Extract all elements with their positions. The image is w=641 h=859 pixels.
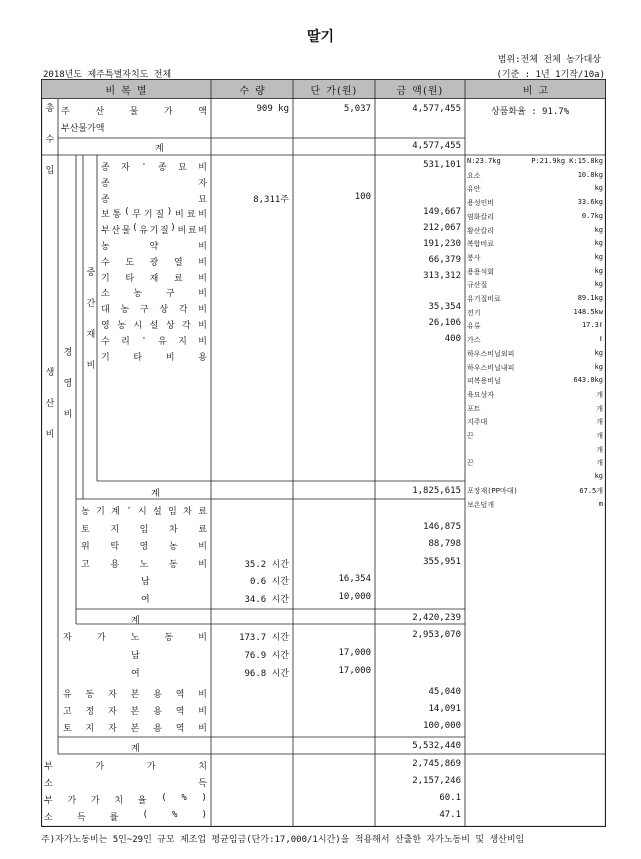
note-label: 유안 xyxy=(467,185,481,194)
note-value: 643.0kg xyxy=(573,376,603,385)
other-row-label: 농 기 계 · 시 설 임 차 료 xyxy=(81,504,207,517)
note-label: 포장재(PP마대) xyxy=(467,486,518,495)
main-product-qty: 909 kg xyxy=(256,104,289,114)
note-label: 포트 xyxy=(467,404,481,413)
other-row-price: 10,000 xyxy=(338,591,371,602)
cost-total-amount: 5,532,440 xyxy=(412,741,461,751)
summary-row-amount: 47.1 xyxy=(439,810,461,820)
note-value: 89.1kg xyxy=(577,294,603,302)
income-subtotal-label: 계 xyxy=(155,144,164,154)
other-row-label: 토 지 임 차 료 xyxy=(81,524,207,535)
scope-text: 범위:전체 전체 농가대상 xyxy=(497,55,601,65)
management-subtotal-amount: 2,420,239 xyxy=(412,613,461,623)
summary-row-label: 소 득 률 ( % ) xyxy=(44,810,207,823)
management-label: 경 영 비 xyxy=(63,348,73,420)
note-value: kg xyxy=(594,252,603,261)
cost-group-label: 생 산 비 xyxy=(45,368,55,440)
family-labor-row-price: 17,000 xyxy=(338,648,371,658)
family-labor-row-label: 남 xyxy=(131,651,140,661)
other-row-label: 남 xyxy=(141,577,150,587)
note-value: 개 xyxy=(596,390,603,399)
note-value: P:21.9kg K:15.8kg xyxy=(531,157,603,165)
note-value: 67.5개 xyxy=(579,486,603,495)
summary-row-amount: 2,157,246 xyxy=(412,776,461,786)
note-value: 10.8kg xyxy=(577,170,603,179)
note-value: m xyxy=(598,499,603,508)
note-value: ℓ xyxy=(598,335,603,344)
intermediate-row-label: 영 농 시 설 상 각 비 xyxy=(101,321,207,331)
other-row-amount: 88,798 xyxy=(428,539,461,549)
col-header-qty: 수 량 xyxy=(239,86,265,97)
note-value: 개 xyxy=(596,418,603,427)
intermediate-row-amount: 212,067 xyxy=(423,223,461,234)
note-label: 유기질비료 xyxy=(467,295,501,303)
by-product-label: 부산물가액 xyxy=(61,124,105,134)
note-value: 17.3ℓ xyxy=(581,321,603,330)
intermediate-row-label: 대 농 구 상 각 비 xyxy=(101,305,207,316)
note-label: 황산칼리 xyxy=(467,226,495,235)
intermediate-subtotal-amount: 1,825,615 xyxy=(412,486,461,496)
summary-row-label: 부 가 가 치 xyxy=(44,762,207,772)
note-label: 육묘상자 xyxy=(467,390,495,399)
note-value: kg xyxy=(594,225,603,234)
income-note: 상품화율 : 91.7% xyxy=(491,107,570,117)
other-row-qty: 0.6 시간 xyxy=(249,577,289,587)
intermediate-row-label: 농 약 비 xyxy=(101,242,207,252)
note-label: 용용석회 xyxy=(467,267,495,276)
intermediate-row-label: 수 리 · 유 지 비 xyxy=(101,333,207,347)
col-header-price: 단 가(원) xyxy=(310,86,358,97)
note-label: 보온덮개 xyxy=(467,500,495,509)
note-value: 개 xyxy=(596,404,603,413)
income-subtotal-amount: 4,577,455 xyxy=(412,141,461,151)
col-header-item: 비 목 별 xyxy=(105,86,147,97)
summary-row-label: 소 득 xyxy=(44,779,207,789)
intermediate-row-amount: 191,230 xyxy=(423,239,461,249)
intermediate-row-amount: 66,379 xyxy=(428,254,461,265)
note-label: 붕사 xyxy=(467,253,481,262)
cost-table xyxy=(41,79,606,827)
intermediate-row-label: 부 산 물 ( 유 기 질 ) 비 료 비 xyxy=(101,223,207,237)
note-label: 복합비료 xyxy=(467,240,495,249)
note-label: N:23.7kg xyxy=(467,157,501,165)
family-labor-row-label: 자 가 노 동 비 xyxy=(63,633,207,643)
note-label: 끈 xyxy=(467,432,474,440)
intermediate-row-amount: 531,101 xyxy=(423,160,461,170)
note-label: 유류 xyxy=(467,322,481,331)
page-title: 딸기 xyxy=(306,29,335,45)
note-label: 전기 xyxy=(467,308,481,317)
intermediate-row-amount: 400 xyxy=(444,333,461,344)
intermediate-row-amount: 313,312 xyxy=(423,270,461,281)
family-labor-row-amount: 2,953,070 xyxy=(412,630,461,640)
note-label: 염화칼리 xyxy=(467,212,495,221)
region-year-text: 2018년도 제주특별자치도 전체 xyxy=(43,70,172,80)
note-label: 피복용비닐 xyxy=(467,377,501,386)
note-value: 33.6kg xyxy=(577,198,603,207)
capital-row-label: 고 정 자 본 용 역 비 xyxy=(63,707,207,717)
other-row-amount: 146,875 xyxy=(423,521,461,532)
intermediate-row-price: 100 xyxy=(354,191,371,202)
capital-row-amount: 14,091 xyxy=(428,704,461,714)
note-label: 끈 xyxy=(467,459,474,468)
intermediate-subtotal-label: 계 xyxy=(151,489,160,499)
note-label: 지주대 xyxy=(467,418,488,427)
col-header-note: 비 고 xyxy=(522,86,549,97)
capital-row-label: 토 지 자 본 용 역 비 xyxy=(63,724,207,734)
other-row-price: 16,354 xyxy=(338,574,371,584)
note-value: kg xyxy=(594,472,603,481)
capital-row-label: 유 동 자 본 용 역 비 xyxy=(63,690,207,700)
note-label: 규산질 xyxy=(467,281,488,290)
note-value: kg xyxy=(594,362,603,371)
management-subtotal-label: 계 xyxy=(131,616,140,626)
note-label: 하우스비닐외피 xyxy=(467,349,515,358)
other-row-label: 여 xyxy=(141,594,150,605)
income-group-label: 총 수 입 xyxy=(45,104,55,176)
other-row-label: 위 탁 영 농 비 xyxy=(81,542,207,552)
intermediate-row-label: 종 자 xyxy=(101,178,207,189)
intermediate-row-label: 기 타 재 료 비 xyxy=(101,273,207,284)
note-value: 0.7kg xyxy=(581,211,603,220)
cost-total-label: 계 xyxy=(131,744,140,754)
note-label: 요소 xyxy=(467,171,481,180)
note-value: kg xyxy=(594,239,603,248)
main-product-label: 주 산 물 가 액 xyxy=(61,107,207,117)
other-row-qty: 35.2 시간 xyxy=(244,559,289,570)
summary-row-label: 부 가 가 치 율 ( % ) xyxy=(44,793,207,806)
note-value: 개 xyxy=(596,459,603,468)
note-value: 개 xyxy=(596,432,603,440)
note-value: kg xyxy=(594,184,603,193)
intermediate-row-label: 수 도 광 열 비 xyxy=(101,257,207,268)
family-labor-row-price: 17,000 xyxy=(338,666,371,676)
intermediate-row-label: 보 통 ( 무 기 질 ) 비 료 비 xyxy=(101,207,207,221)
summary-row-amount: 2,745,869 xyxy=(412,759,461,769)
family-labor-row-label: 여 xyxy=(131,669,140,679)
intermediate-row-label: 기 타 비 용 xyxy=(101,352,207,363)
basis-text: (기준 : 1년 1기작/10a) xyxy=(496,70,605,80)
capital-row-amount: 45,040 xyxy=(428,687,461,697)
intermediate-row-amount: 26,106 xyxy=(428,318,461,328)
main-product-price: 5,037 xyxy=(343,104,371,114)
note-value: kg xyxy=(594,348,603,357)
note-label: 하우스비닐내피 xyxy=(467,363,515,372)
intermediate-label: 중 간 재 비 xyxy=(86,268,96,371)
footnote: 주)자가노동비는 5인~29인 규모 제조업 평균임금(단가:17,000/1시간)을 적용해서 산출한 자가노동비 및 생산비임 xyxy=(41,835,525,845)
summary-row-amount: 60.1 xyxy=(439,793,461,803)
note-label: 용성인비 xyxy=(467,199,495,208)
intermediate-row-label: 종 묘 xyxy=(101,194,207,205)
capital-row-amount: 100,000 xyxy=(423,721,461,731)
intermediate-row-label: 소 농 구 비 xyxy=(101,289,207,300)
note-value: 148.5kw xyxy=(573,307,603,316)
note-label: 가스 xyxy=(467,336,481,345)
other-row-label: 고 용 노 동 비 xyxy=(81,559,207,570)
col-header-amount: 금 액(원) xyxy=(396,86,444,97)
main-product-amount: 4,577,455 xyxy=(412,104,461,114)
other-row-qty: 34.6 시간 xyxy=(244,594,289,605)
intermediate-row-amount: 149,667 xyxy=(423,207,461,218)
intermediate-row-qty: 8,311주 xyxy=(253,194,289,205)
note-value: kg xyxy=(594,266,603,275)
family-labor-row-qty: 173.7 시간 xyxy=(239,633,289,643)
other-row-amount: 355,951 xyxy=(423,556,461,567)
note-value: kg xyxy=(594,280,603,289)
family-labor-row-qty: 76.9 시간 xyxy=(244,651,289,661)
intermediate-row-label: 종 자 · 종 묘 비 xyxy=(101,160,207,173)
intermediate-row-amount: 35,354 xyxy=(428,302,461,313)
note-value: 개 xyxy=(596,445,603,454)
family-labor-row-qty: 96.8 시간 xyxy=(244,669,289,679)
